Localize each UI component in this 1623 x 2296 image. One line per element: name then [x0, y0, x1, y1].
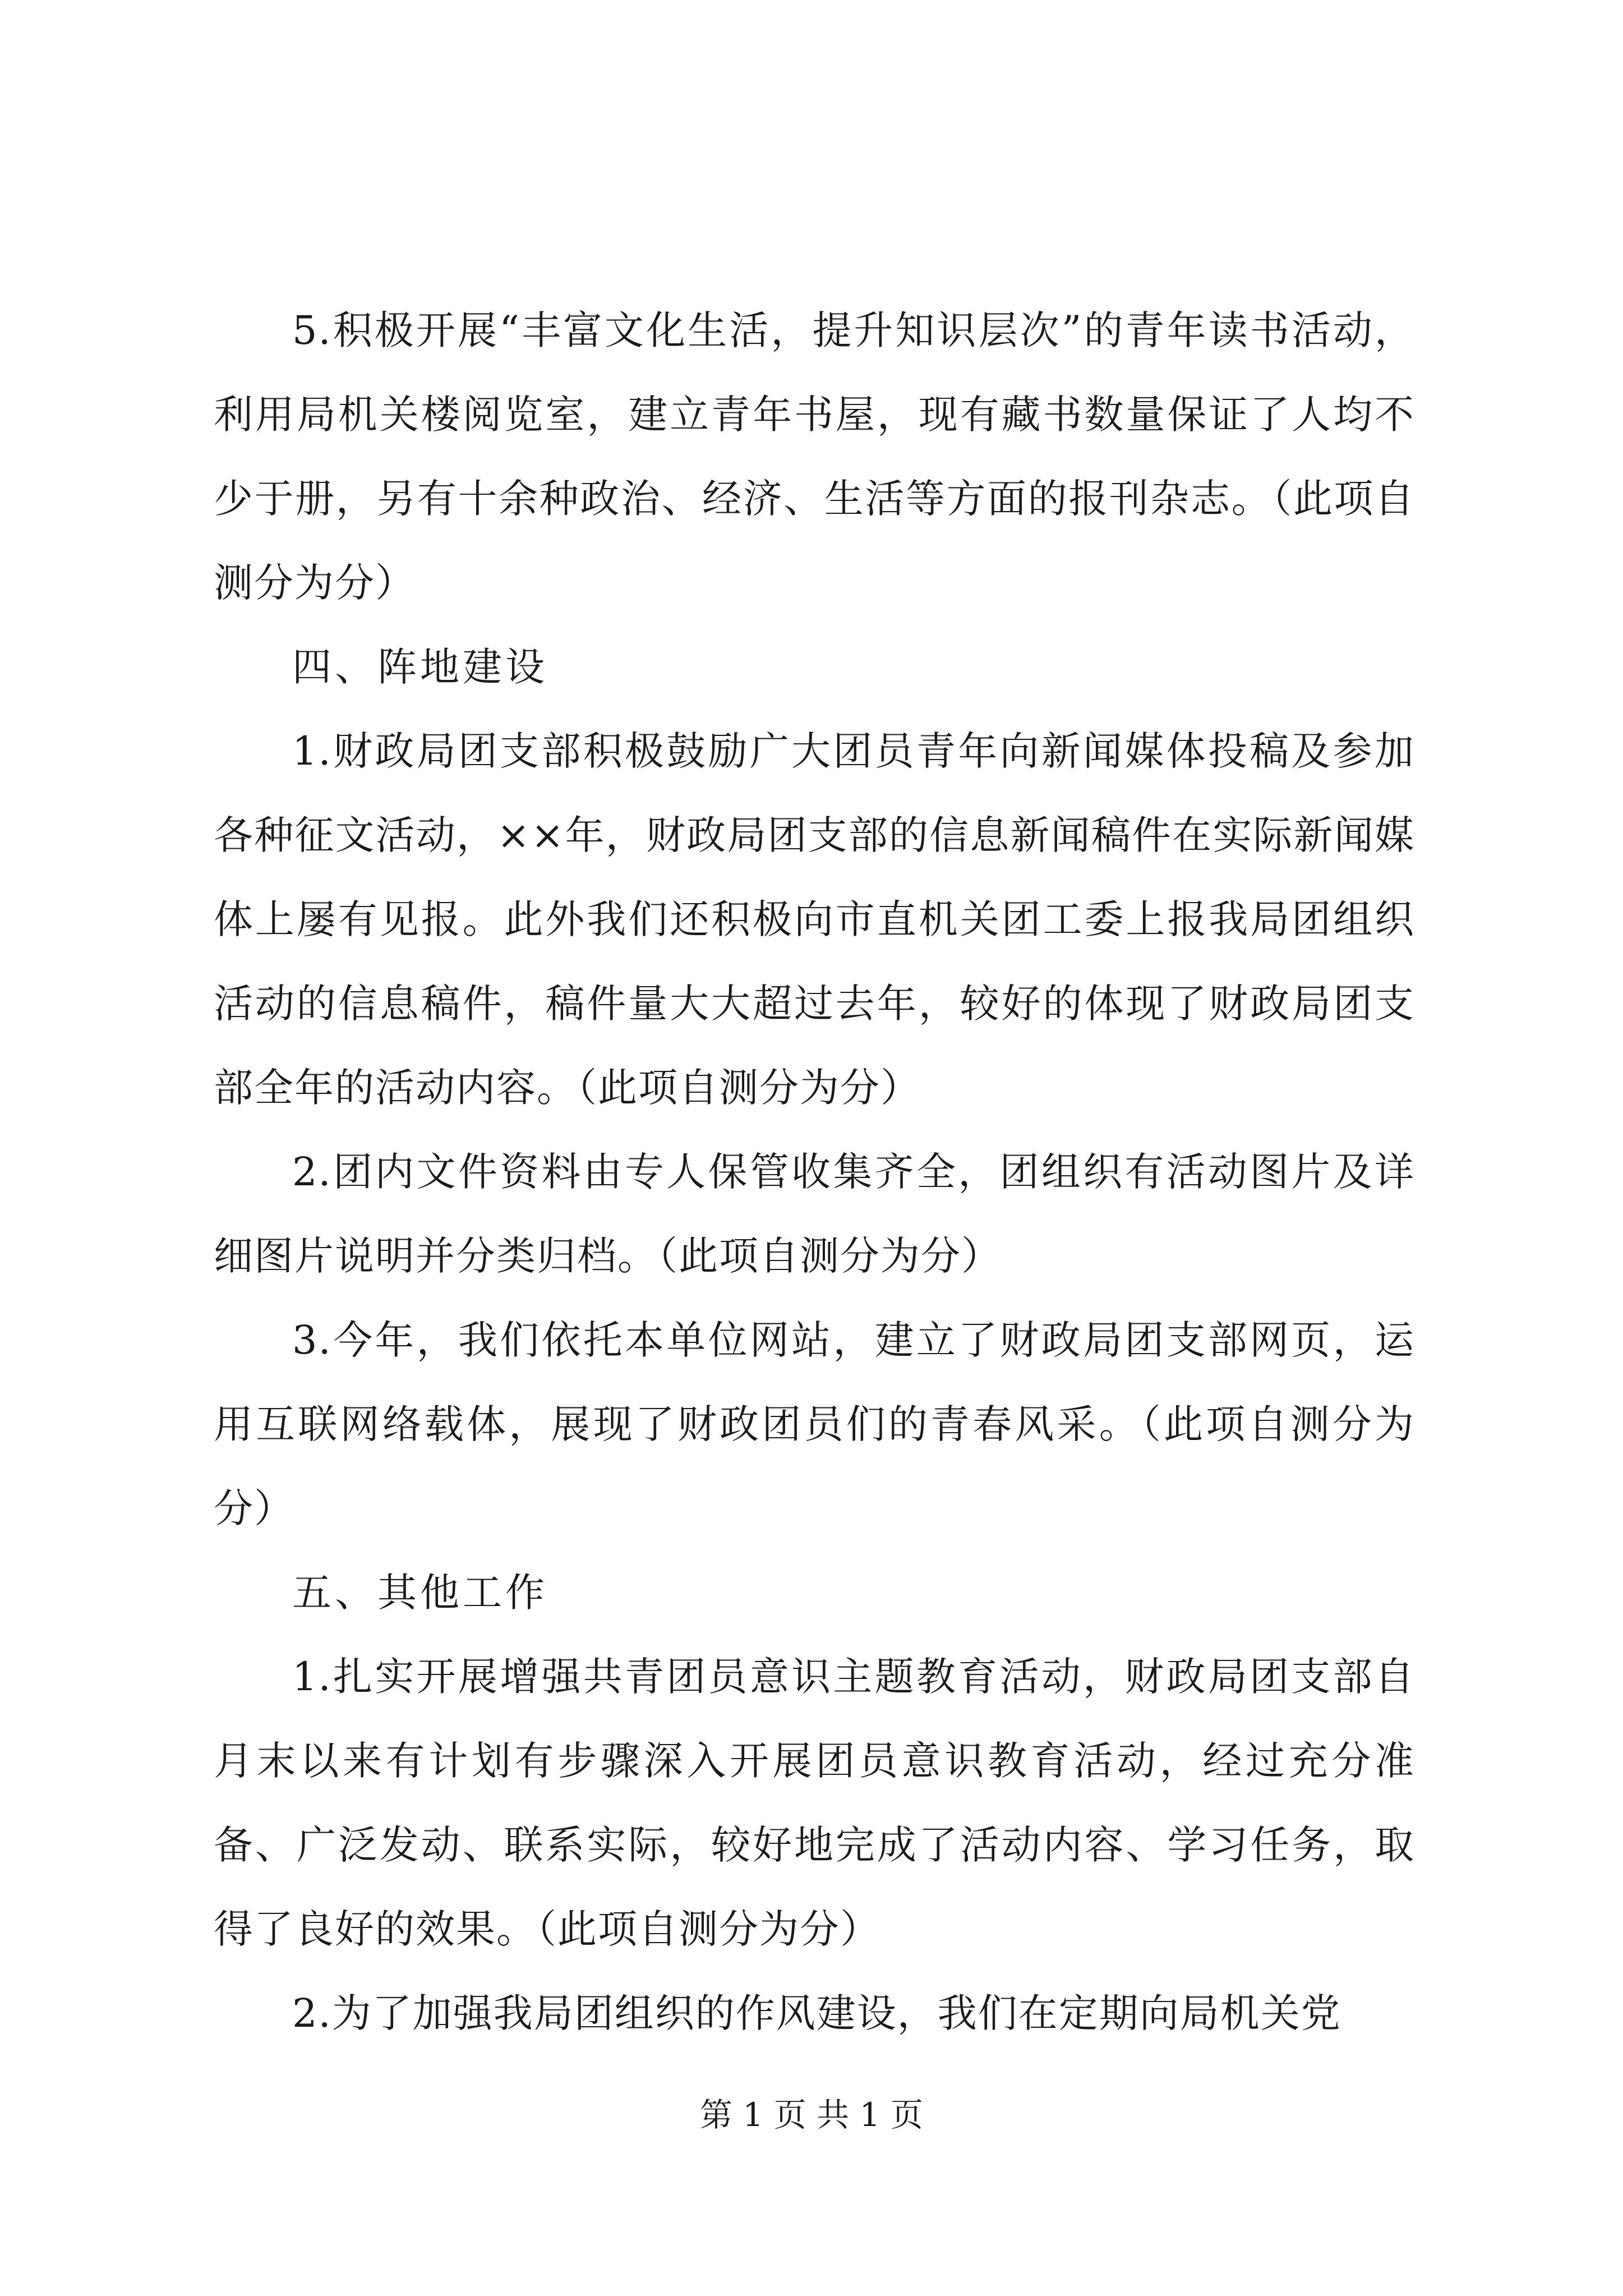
section-heading-position-building: 四、阵地建设	[292, 644, 548, 690]
paragraph-website: 3.今年，我们依托本单位网站，建立了财政局团支部网页，运用互联网络载体，展现了财政团员们的青春风采。（此项自测分为分）	[214, 1317, 1415, 1531]
paragraph-news-submissions: 1.财政局团支部积极鼓励广大团员青年向新闻媒体投稿及参加各种征文活动，××年，财政局团支部的信息新闻稿件在实际新闻媒体上屡有见报。此外我们还积极向市直机关团工委上报我局团组织活动的信息稿件，稿件量大大超过去年，较好的体现了财政局团支部全年的活动内容。（此项自测分为分）	[214, 728, 1415, 1111]
document-body	[214, 288, 1415, 2055]
paragraph-reading-activity: 5.积极开展“丰富文化生活，提升知识层次”的青年读书活动，利用局机关楼阅览室，建立青年书屋，现有藏书数量保证了人均不少于册，另有十余种政治、经济、生活等方面的报刊杂志。（此项自测分为分）	[214, 307, 1415, 606]
paragraph-work-style: 2.为了加强我局团组织的作风建设，我们在定期向局机关党	[292, 1990, 1341, 2036]
paragraph-file-archiving: 2.团内文件资料由专人保管收集齐全，团组织有活动图片及详细图片说明并分类归档。（此项自测分为分）	[214, 1149, 1415, 1279]
section-heading-other-work: 五、其他工作	[292, 1570, 548, 1616]
page-footer: 第 1 页 共 1 页	[700, 2096, 923, 2134]
paragraph-education-activity: 1.扎实开展增强共青团员意识主题教育活动，财政局团支部自月末以来有计划有步骤深入开展团员意识教育活动，经过充分准备、广泛发动、联系实际，较好地完成了活动内容、学习任务，取得了良好的效果。（此项自测分为分）	[214, 1654, 1415, 1952]
